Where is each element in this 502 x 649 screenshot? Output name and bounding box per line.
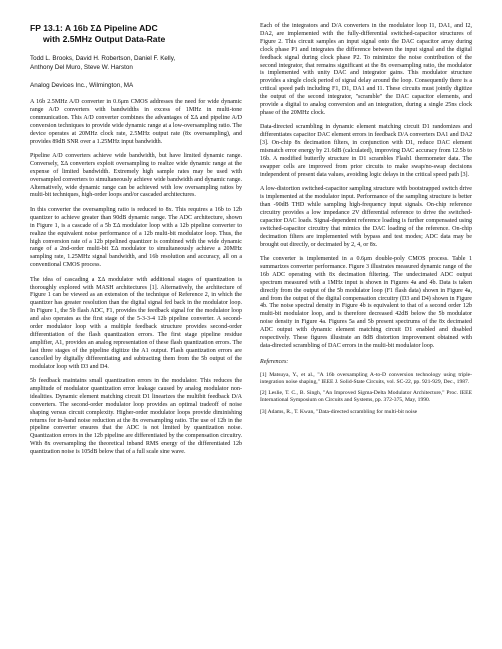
paragraph: A low-distortion switched-capacitor sampling structure with bootstrapped switch drive is implemented at the modulator input. Performance of the sampling structure is better than -90dB THD while sampling high-frequency input signals. On-chip reference circuitry provides a low impedance 2V differential reference to drive the switched-capacitor DAC loads. Signal-dependent reference loading is further compensated using switched-capacitor circuitry that mimics the DAC loading of the reference. On-chip decimation filters are implemented with bypass and test modes; ADC data may be brought out directly, or decimated by 2, 4, or 8x. — [260, 186, 472, 248]
reference-item: [1] Matsuya, Y., et al., "A 16b oversampling A-to-D conversion technology using triple-integration noise shaping," IEEE J. Solid-State Circuits, vol. SC-22, pp. 921-929, Dec., 1987. — [260, 371, 472, 385]
paper-title — [30, 23, 230, 44]
references-heading: References: — [260, 358, 289, 365]
paragraph: The converter is implemented in a 0.6μm double-poly CMOS process. Table 1 summarizes converter performance. Figure 3 illustrates measured dynamic range of the 16b ADC operating with 8x decimation filtering. The undecimated ADC output spectrum measured with a 1MHz input is shown in Figures 4a and 4b. Data is taken directly from the output of the 5b modulator loop (F1 flash data) shown in Figure 4a, and from the output of the digital compensation circuitry (D3 and D4) shown in Figure 4b. The noise spectral density in Figure 4b is equivalent to that of a second order 12b multi-bit modulator loop, and is therefore decreased 42dB below the 5b modulator noise density in Figure 4a. Figures 5a and 5b present spectrums of the 8x decimated ADC output with dynamic element matching circuit D1 enabled and disabled respectively. These figures illustrate an 8dB distortion improvement obtained with data-directed scrambling of DAC errors in the multi-bit modulator loop. — [260, 255, 472, 349]
paragraph: In this converter the oversampling ratio is reduced to 8x. This requires a 16b to 12b quantizer to achieve greater than 90dB dynamic range. The ADC architecture, shown in Figure 1, is a cascade of a 5b ΣΔ modulator loop with a 12b pipeline converter to realize the equivalent noise performance of a 12b multi-bit modulator loop. Thus, the high conversion rate of a 12b pipelined quantizer is combined with the wide dynamic range of a 2nd-order multi-bit ΣΔ modulator to simultaneously achieve a 20MHz sampling rate, 1.25MHz signal bandwidth, and 16b resolution and accuracy, all on a conventional CMOS process. — [30, 206, 242, 269]
reference-item: [2] Leslie, T. C., B. Singh, "An Improved Sigma-Delta Modulator Architecture," Proc. IEEE International Symposium on Circuits and Systems, pp. 372-375, May, 1990. — [260, 390, 472, 404]
paragraph: 5b feedback maintains small quantization errors in the modulator. This reduces the amplitude of modulator quantization error leakage caused by analog modulator non-idealities. Dynamic element matching circuit D1 linearizes the multibit feedback D/A converters. The second-order modulator loop provides an optimal tradeoff of noise shaping versus circuit complexity. Higher-order modulator loops provide diminishing returns for in-band noise reduction at the 8x oversampling ratio. The use of 12b in the pipeline converter ensures that the ADC is not limited by quantization noise. Quantization errors in the 12b pipeline are differentiated by the compensation circuitry. With 8x oversampling the theoretical inband RMS energy of the differentiated 12b quantization noise is 105dB below that of a full scale sine wave. — [30, 378, 242, 456]
paragraph: Each of the integrators and D/A converters in the modulator loop I1, DA1, and I2, DA2, are implemented with the fully-differential switched-capacitor structures of Figure 2. This circuit samples an input signal onto the DAC capacitor array during clock phase P1 and integrates the difference between the input signal and the digital feedback signal during clock phase P2. To minimize the noise contribution of the second integrator, that remains significant at the 8x oversampling ratio, the modulator is implemented with unity DAC and integrator gains. This modulator structure provides a single clock period of signal delay around the loop. Consequently there is a critical speed path including F1, D1, DA1 and I1. These circuits must jointly digitize the output of the second integrator, "scramble" the DAC capacitor elements, and provide a digital to analog conversion and an integration, during a single 25ns clock phase of the 20MHz clock. — [260, 23, 472, 116]
author-line: Todd L. Brooks, David H. Robertson, Daniel F. Kelly, — [30, 55, 176, 62]
paragraph: The idea of cascading a ΣΔ modulator with additional stages of quantization is thoroughly explored with MASH architectures [1]. Alternatively, the architecture of Figure 1 can be viewed as an extension of the technique of Reference 2, in which the quantizer has greater resolution than the digital signal fed back in the modulator loop. In Figure 1, the 5b flash ADC, F1, provides the feedback signal for the modulator loop and also operates as the first stage of the 5-3-3-4 12b pipeline converter. A second-order modulator loop with a multiple feedback structure provides second-order differentiation of the flash quantization errors. The first stage pipeline residue amplifier, A1, provides an analog representation of these flash quantization errors. The last three stages of the pipeline digitize the A1 output. Flash quantization errors are cancelled by digitally differentiating and subtracting them from the 5b output of the modulator loop with D3 and D4. — [30, 276, 242, 370]
paragraph: Pipeline A/D converters achieve wide bandwidth, but have limited dynamic range. Conversely, ΣΔ converters exploit oversampling to realize wide dynamic range at the expense of limited bandwidth. Extremely high sample rates may be used with oversampled converters to simultaneously achieve wide bandwidth and dynamic range. Alternatively, wide dynamic range can be achieved with low oversampling ratios by multi-bit techniques, high-order loops and/or cascaded architectures. — [30, 152, 242, 199]
author-line: Anthony Del Muro, Steve W. Harston — [30, 63, 133, 71]
affiliation: Analog Devices Inc., Wilmington, MA — [30, 82, 134, 89]
author-list — [30, 55, 230, 73]
paragraph: A 16b 2.5MHz A/D converter in 0.6μm CMOS addresses the need for wide dynamic range A/D converters with bandwidths in excess of 1MHz in multi-tone communication. This A/D converter combines the advantages of ΣΔ and pipeline A/D conversion techniques to provide wide dynamic range at a low-oversampling ratio. The device operates at 20MHz clock rate, 2.5MHz output rate (8x oversampling), and provides 89dB SNR over a 1.25MHz input bandwidth. — [30, 99, 242, 145]
reference-item: [3] Adams, R., T. Kwan, "Data-directed scrambling for multi-bit noise — [260, 408, 418, 415]
left-column — [30, 99, 242, 464]
right-column — [260, 23, 472, 420]
title-line-2: with 2.5MHz Output Data-Rate — [43, 33, 166, 44]
paragraph: Data-directed scrambling in dynamic element matching circuit D1 randomizes and differentiates capacitor DAC element errors in feedback D/A converters DA1 and DA2 [3]. On-chip 8x decimation filters, in conjunction with D1, reduce DAC element mismatch error energy by 21.6dB (calculated), improving DAC accuracy from 12.5b to 16b. A modified butterfly structure in D1 scrambles Flash1 thermometer data. The swapper cells are improved from prior circuits to make swap/no-swap decisions independent of present data values, avoiding logic delays in the critical speed path [3]. — [260, 124, 472, 178]
title-line-1: FP 13.1: A 16b ΣΔ Pipeline ADC — [30, 23, 158, 33]
